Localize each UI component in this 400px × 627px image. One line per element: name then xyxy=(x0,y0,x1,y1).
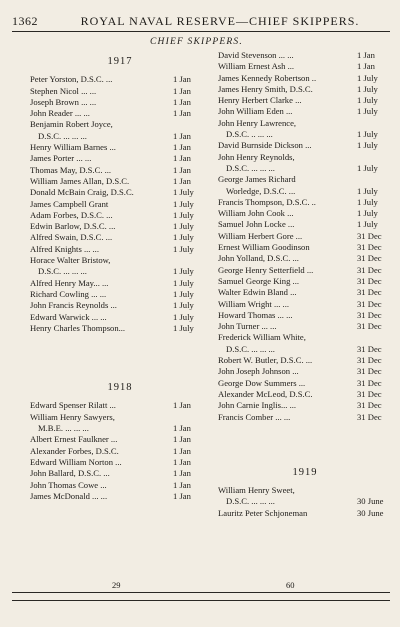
list-item xyxy=(218,332,392,343)
seniority-date: 1 July xyxy=(357,83,378,94)
officer-name: Stephen Nicol ... ... xyxy=(30,85,97,96)
list-item xyxy=(30,457,210,468)
list-item xyxy=(218,174,392,185)
list-item xyxy=(218,310,392,321)
seniority-date: 1 Jan xyxy=(173,423,191,434)
officer-name: Edward Warwick ... ... xyxy=(30,311,107,322)
seniority-date: 31 Dec xyxy=(357,309,382,320)
seniority-date: 1 Jan xyxy=(173,96,191,107)
seniority-date: 1 July xyxy=(357,162,378,173)
list-item xyxy=(218,412,392,423)
list-item xyxy=(218,129,392,140)
list-item xyxy=(30,244,210,255)
list-item xyxy=(30,131,210,142)
officer-name: James Kennedy Robertson .. xyxy=(218,72,317,83)
officer-name: Alfred Henry May... ... xyxy=(30,277,109,288)
seniority-date: 31 Dec xyxy=(357,366,382,377)
list-item xyxy=(30,97,210,108)
seniority-date: 31 Dec xyxy=(357,287,382,298)
officer-name: Lauritz Peter Schjoneman xyxy=(218,507,308,518)
officer-name: Donald McBain Craig, D.S.C. xyxy=(30,187,134,198)
list-item xyxy=(30,153,210,164)
list-item xyxy=(218,366,392,377)
list-item xyxy=(30,300,210,311)
list-item xyxy=(30,210,210,221)
officer-name: Edward Spenser Rilatt ... xyxy=(30,400,116,411)
officer-name: Adam Forbes, D.S.C. ... xyxy=(30,209,113,220)
seniority-date: 1 July xyxy=(173,322,194,333)
officer-name: Thomas May, D.S.C. ... xyxy=(30,164,112,175)
officer-name: William John Cook ... xyxy=(218,208,294,219)
officer-name: Peter Yorston, D.S.C. ... xyxy=(30,74,113,85)
seniority-date: 1 Jan xyxy=(357,50,375,60)
seniority-date: 1 July xyxy=(173,209,194,220)
year-heading: 1918 xyxy=(107,382,133,394)
list-item xyxy=(30,278,210,289)
list-item xyxy=(218,299,392,310)
officer-name: George Henry Setterfield ... xyxy=(218,264,314,275)
list-item xyxy=(218,152,392,163)
list-item xyxy=(218,287,392,298)
officer-name: John Ballard, D.S.C. ... xyxy=(30,468,110,479)
officer-name: William Henry Sawyers, xyxy=(30,411,115,422)
seniority-date: 1 July xyxy=(173,311,194,322)
seniority-date: 1 Jan xyxy=(173,74,191,85)
officer-name: Henry William Barnes ... xyxy=(30,142,116,153)
officer-name: James McDonald ... ... xyxy=(30,490,108,501)
officer-name: William Henry Sweet, xyxy=(218,485,295,496)
officer-name: Samuel John Locke ... xyxy=(218,219,295,230)
officer-name: John Henry Reynolds, xyxy=(218,151,295,162)
seniority-date: 1 July xyxy=(173,198,194,209)
list-item xyxy=(218,50,392,61)
seniority-date: 1 Jan xyxy=(173,490,191,501)
officer-name: Edward William Norton ... xyxy=(30,456,122,467)
list-item xyxy=(30,423,210,434)
officer-name: John Joseph Johnson ... xyxy=(218,366,299,377)
seniority-date: 31 Dec xyxy=(357,343,382,354)
officer-name: John Francis Reynolds ... xyxy=(30,300,117,311)
list-item xyxy=(218,140,392,151)
seniority-date: 31 Dec xyxy=(357,264,382,275)
list-item xyxy=(218,118,392,129)
seniority-date: 1 Jan xyxy=(173,456,191,467)
officer-name: Benjamin Robert Joyce, xyxy=(30,119,113,130)
officer-name: George James Richard xyxy=(218,174,296,185)
officer-name: Alexander McLeod, D.S.C. xyxy=(218,388,313,399)
officer-name: William Wright ... ... xyxy=(218,298,289,309)
officer-name: John Henry Lawrence, xyxy=(218,117,297,128)
seniority-date: 1 Jan xyxy=(173,445,191,456)
officer-name: Worledge, D.S.C. ... xyxy=(226,185,296,196)
seniority-date: 1 Jan xyxy=(173,479,191,490)
officer-name: Francis Thompson, D.S.C. .. xyxy=(218,196,316,207)
list-item xyxy=(30,446,210,457)
left-column xyxy=(30,56,210,502)
officer-name: M.B.E. ... ... ... xyxy=(38,423,89,434)
list-item xyxy=(218,496,392,507)
list-item xyxy=(30,255,210,266)
officer-name: D.S.C. ... ... ... xyxy=(226,343,275,354)
list-item xyxy=(30,221,210,232)
seniority-date: 31 Dec xyxy=(357,355,382,366)
section-spacer xyxy=(218,423,392,467)
officer-name: John William Eden ... xyxy=(218,106,293,117)
list-item xyxy=(218,389,392,400)
list-item xyxy=(218,84,392,95)
seniority-date: 1 July xyxy=(173,266,194,277)
officer-name: John Thomas Cowe ... xyxy=(30,479,107,490)
list-item xyxy=(218,95,392,106)
seniority-date: 1 Jan xyxy=(173,130,191,141)
seniority-date: 1 Jan xyxy=(173,434,191,445)
list-item xyxy=(218,344,392,355)
seniority-date: 1 Jan xyxy=(173,468,191,479)
seniority-date: 1 Jan xyxy=(173,142,191,153)
list-item xyxy=(30,199,210,210)
officer-name: John Carnie Inglis... ... xyxy=(218,400,297,411)
section-subheading: CHIEF SKIPPERS. xyxy=(150,37,243,47)
list-item xyxy=(218,106,392,117)
list-item xyxy=(30,289,210,300)
seniority-date: 1 July xyxy=(357,95,378,106)
list-item xyxy=(218,400,392,411)
officer-name: Frederick William White, xyxy=(218,332,306,343)
list-item xyxy=(218,197,392,208)
list-item xyxy=(30,480,210,491)
officer-name: William James Allan, D.S.C. xyxy=(30,175,130,186)
seniority-date: 1 July xyxy=(357,140,378,151)
page-title: ROYAL NAVAL RESERVE—CHIEF SKIPPERS. xyxy=(80,14,360,28)
list-item xyxy=(218,253,392,264)
seniority-date: 1 Jan xyxy=(173,108,191,119)
officer-name: Horace Walter Bristow, xyxy=(30,255,111,266)
list-item xyxy=(30,412,210,423)
seniority-date: 1 July xyxy=(357,72,378,83)
seniority-date: 1 July xyxy=(357,129,378,140)
list-item xyxy=(30,165,210,176)
seniority-date: 30 June xyxy=(357,507,384,518)
officer-name: James Henry Smith, D.S.C. xyxy=(218,83,313,94)
officer-name: Howard Thomas ... ... xyxy=(218,309,293,320)
year-heading: 1919 xyxy=(292,466,318,478)
seniority-date: 31 Dec xyxy=(357,298,382,309)
seniority-date: 1 July xyxy=(173,243,194,254)
list-item xyxy=(30,434,210,445)
seniority-date: 30 June xyxy=(357,496,384,507)
seniority-date: 1 Jan xyxy=(173,153,191,164)
officer-name: Francis Comber ... ... xyxy=(218,411,291,422)
list-item xyxy=(30,491,210,502)
page-number: 1362 xyxy=(12,14,38,28)
list-item xyxy=(218,265,392,276)
list-item xyxy=(218,276,392,287)
list-item xyxy=(218,186,392,197)
officer-name: Henry Charles Thompson... xyxy=(30,322,126,333)
list-item xyxy=(218,208,392,219)
seniority-date: 1 Jan xyxy=(173,175,191,186)
page-header xyxy=(12,12,392,30)
seniority-date: 31 Dec xyxy=(357,321,382,332)
seniority-date: 1 Jan xyxy=(173,164,191,175)
officer-name: Alexander Forbes, D.S.C. xyxy=(30,445,119,456)
seniority-date: 1 July xyxy=(357,208,378,219)
officer-name: D.S.C. ... ... ... xyxy=(226,162,275,173)
officer-name: James Campbell Grant xyxy=(30,198,109,209)
officer-name: Ernest William Goodinson xyxy=(218,242,310,253)
list-item xyxy=(30,232,210,243)
officer-name: Samuel George King ... xyxy=(218,275,299,286)
list-item xyxy=(30,119,210,130)
seniority-date: 1 July xyxy=(173,277,194,288)
officer-name: John Reader ... ... xyxy=(30,108,90,119)
officer-name: George Dow Summers ... xyxy=(218,377,306,388)
seniority-date: 1 July xyxy=(357,219,378,230)
footer-rule-top xyxy=(12,592,390,593)
list-item xyxy=(218,508,392,519)
officer-name: Henry Herbert Clarke ... xyxy=(218,95,302,106)
list-item xyxy=(30,176,210,187)
list-item xyxy=(218,61,392,72)
officer-name: D.S.C. ... ... ... xyxy=(226,496,275,507)
seniority-date: 31 Dec xyxy=(357,275,382,286)
officer-name: Richard Cowling ... ... xyxy=(30,288,107,299)
list-item xyxy=(30,108,210,119)
officer-name: Walter Edwin Bland ... xyxy=(218,287,297,298)
officer-name: James Porter ... ... xyxy=(30,153,92,164)
seniority-date: 31 Dec xyxy=(357,388,382,399)
list-item xyxy=(218,355,392,366)
list-item xyxy=(30,312,210,323)
seniority-date: 1 July xyxy=(173,300,194,311)
seniority-date: 1 July xyxy=(357,106,378,117)
seniority-date: 31 Dec xyxy=(357,242,382,253)
seniority-date: 1 July xyxy=(173,187,194,198)
list-item xyxy=(218,73,392,84)
officer-name: William Herbert Gore ... xyxy=(218,230,303,241)
officer-name: William Ernest Ash ... xyxy=(218,61,295,72)
list-item xyxy=(218,163,392,174)
seniority-date: 1 Jan xyxy=(357,61,375,72)
list-item xyxy=(218,485,392,496)
officer-name: Albert Ernest Faulkner ... xyxy=(30,434,118,445)
header-rule xyxy=(12,31,390,32)
officer-name: Alfred Swain, D.S.C. ... xyxy=(30,232,113,243)
seniority-date: 31 Dec xyxy=(357,377,382,388)
seniority-date: 1 Jan xyxy=(173,400,191,411)
officer-name: John Turner ... ... xyxy=(218,321,277,332)
seniority-date: 1 July xyxy=(173,288,194,299)
list-item xyxy=(30,142,210,153)
officer-name: Alfred Knights ... ... xyxy=(30,243,99,254)
footer-rule-bottom xyxy=(12,600,390,601)
footer-number-right: 60 xyxy=(286,580,295,590)
seniority-date: 1 July xyxy=(173,232,194,243)
list-item xyxy=(218,242,392,253)
officer-name: Robert W. Butler, D.S.C. ... xyxy=(218,355,313,366)
officer-name: David Stevenson ... ... xyxy=(218,50,294,60)
seniority-date: 31 Dec xyxy=(357,411,382,422)
list-item xyxy=(218,231,392,242)
seniority-date: 1 July xyxy=(357,196,378,207)
list-item xyxy=(30,187,210,198)
list-item xyxy=(218,321,392,332)
seniority-date: 1 Jan xyxy=(173,85,191,96)
officer-name: Edwin Barlow, D.S.C. ... xyxy=(30,221,116,232)
officer-name: Joseph Brown ... ... xyxy=(30,96,97,107)
officer-name: D.S.C. ... ... ... xyxy=(38,266,87,277)
list-item xyxy=(30,400,210,411)
seniority-date: 31 Dec xyxy=(357,230,382,241)
seniority-date: 1 July xyxy=(357,185,378,196)
seniority-date: 1 July xyxy=(173,221,194,232)
section-spacer xyxy=(30,334,210,382)
list-item xyxy=(30,468,210,479)
seniority-date: 31 Dec xyxy=(357,253,382,264)
seniority-date: 31 Dec xyxy=(357,400,382,411)
list-item xyxy=(218,219,392,230)
list-item xyxy=(30,266,210,277)
officer-name: John Yolland, D.S.C. ... xyxy=(218,253,299,264)
officer-name: D.S.C. .. ... ... xyxy=(226,129,273,140)
list-item xyxy=(218,378,392,389)
list-item xyxy=(30,86,210,97)
officer-name: D.S.C. ... ... ... xyxy=(38,130,87,141)
right-column xyxy=(218,50,392,519)
year-heading: 1917 xyxy=(107,56,133,67)
list-item xyxy=(30,74,210,85)
list-item xyxy=(30,323,210,334)
officer-name: David Burnside Dickson ... xyxy=(218,140,312,151)
footer-number-left: 29 xyxy=(112,580,121,590)
